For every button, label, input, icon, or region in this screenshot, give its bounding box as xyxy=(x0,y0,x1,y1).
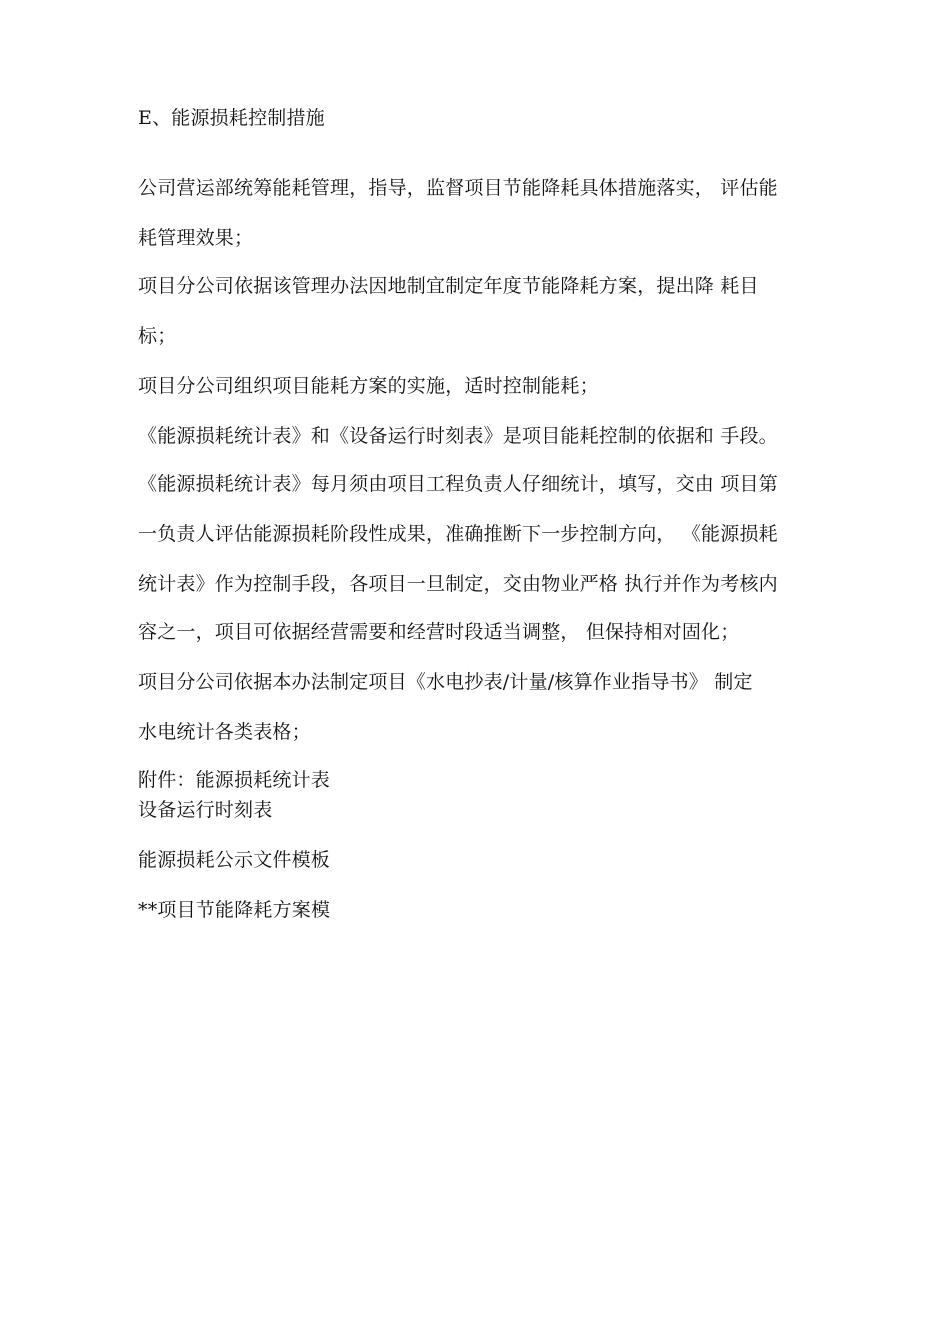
body-line: 标； xyxy=(138,325,177,347)
attachment-line: 设备运行时刻表 xyxy=(138,799,273,821)
body-line: 容之一，项目可依据经营需要和经营时段适当调整， 但保持相对固化； xyxy=(138,621,740,643)
body-line: 公司营运部统筹能耗管理，指导，监督项目节能降耗具体措施落实， 评估能 xyxy=(138,177,778,199)
attachment-line: **项目节能降耗方案模 xyxy=(138,899,331,921)
attachment-line: 附件：能源损耗统计表 xyxy=(138,769,331,791)
body-line: 统计表》作为控制手段，各项目一旦制定，交由物业严格 执行并作为考核内 xyxy=(138,573,778,595)
attachment-line: 能源损耗公示文件模板 xyxy=(138,849,331,871)
body-line: 耗管理效果； xyxy=(138,227,254,249)
body-line: 项目分公司依据本办法制定项目《水电抄表/计量/核算作业指导书》 制定 xyxy=(138,671,753,693)
body-line: 《能源损耗统计表》每月须由项目工程负责人仔细统计，填写，交由 项目第 xyxy=(138,473,778,495)
body-line: 《能源损耗统计表》和《设备运行时刻表》是项目能耗控制的依据和 手段。 xyxy=(138,425,778,447)
body-line: 项目分公司依据该管理办法因地制宜制定年度节能降耗方案，提出降 耗目 xyxy=(138,275,759,297)
body-line: 项目分公司组织项目能耗方案的实施，适时控制能耗； xyxy=(138,375,599,397)
body-line: 一负责人评估能源损耗阶段性成果，准确推断下一步控制方向， 《能源损耗 xyxy=(138,523,778,545)
section-heading: E、能源损耗控制措施 xyxy=(138,107,325,129)
body-line: 水电统计各类表格； xyxy=(138,721,311,743)
